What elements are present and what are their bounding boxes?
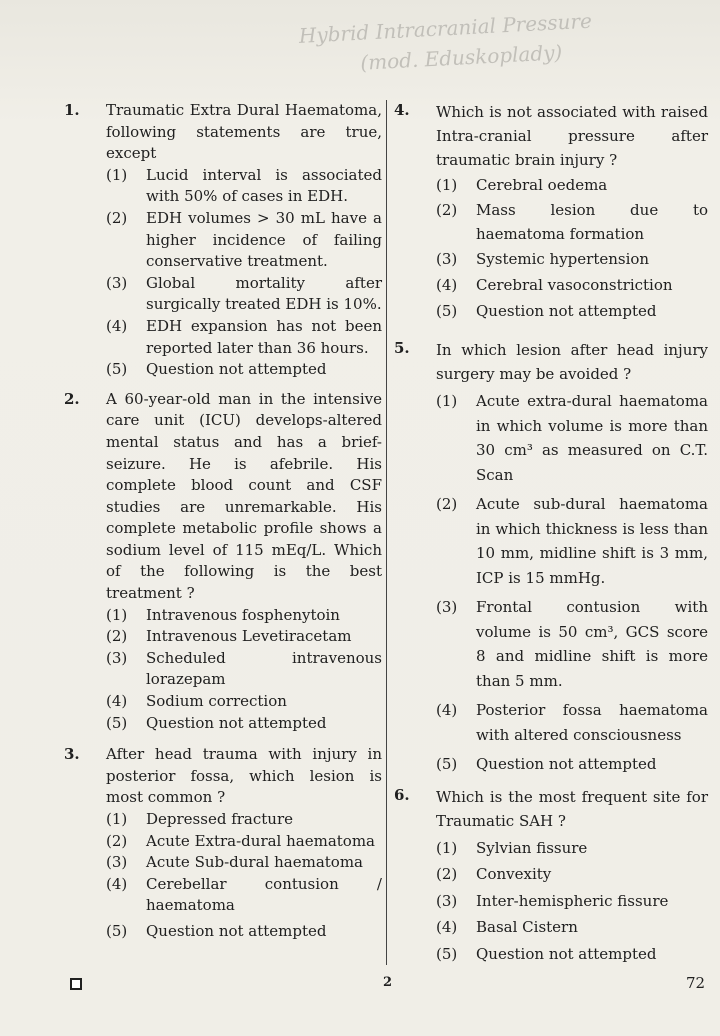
- option-text: Intravenous fosphenytoin: [146, 605, 340, 624]
- option-text: Question not attempted: [476, 302, 657, 320]
- option-2: [106, 831, 382, 853]
- option-4: [106, 874, 382, 917]
- option-number: (5): [436, 944, 458, 963]
- left-column: [64, 100, 382, 943]
- option-5: [106, 921, 382, 943]
- question-number: 5.: [394, 339, 410, 357]
- option-number: (4): [436, 918, 458, 936]
- option-1: [436, 389, 708, 487]
- option-1: [106, 605, 382, 627]
- question-1: [64, 100, 382, 381]
- option-2: [436, 861, 708, 888]
- option-3: [106, 852, 382, 874]
- option-text: Cerebellar contusion / haematoma: [146, 874, 382, 915]
- option-text: Acute Sub-dural haematoma: [146, 853, 363, 872]
- option-text: Intravenous Levetiracetam: [146, 627, 352, 646]
- option-number: (1): [436, 392, 458, 410]
- option-number: (1): [436, 176, 458, 194]
- option-text: Question not attempted: [146, 921, 327, 940]
- option-number: (1): [436, 838, 458, 857]
- handwritten-line: Hybrid Intracranial Pressure: [298, 8, 593, 48]
- option-number: (3): [106, 648, 128, 667]
- option-text: Acute sub-dural haematoma in which thickness is less than 10 mm, midline shift is 3 mm, ICP is 15 mmHg.: [476, 495, 708, 587]
- option-3: [436, 246, 708, 272]
- question-text: A 60-year-old man in the intensive care unit (ICU) develops-altered mental status and has a brief-seizure. He is afebrile. His complete blood count and CSF studies are unremarkable. His complete metabolic profile shows a sodium level of 115 mEq/L. Which of the following is the best treatment ?: [106, 389, 382, 603]
- option-number: (5): [436, 755, 458, 773]
- question-number: 1.: [64, 101, 80, 119]
- option-3: [436, 888, 708, 915]
- question-number: 2.: [64, 389, 80, 408]
- option-text: Systemic hypertension: [476, 250, 650, 268]
- option-text: Lucid interval is associated with 50% of cases in EDH.: [146, 165, 382, 206]
- option-text: Scheduled intravenous lorazepam: [146, 648, 382, 689]
- option-number: (4): [106, 692, 128, 711]
- option-number: (5): [436, 302, 458, 320]
- option-number: (3): [106, 853, 128, 872]
- question-4: [394, 100, 708, 324]
- option-text: Basal Cistern: [476, 918, 578, 936]
- question-number: 3.: [64, 745, 80, 764]
- option-text: Inter-hemispheric fissure: [476, 891, 669, 910]
- option-number: (2): [106, 208, 128, 227]
- option-4: [436, 698, 708, 747]
- option-number: (1): [106, 605, 128, 624]
- option-text: Depressed fracture: [146, 810, 293, 828]
- booklet-code: 72: [686, 974, 706, 992]
- option-number: (2): [436, 495, 458, 513]
- option-2: [106, 208, 382, 273]
- question-number: 4.: [394, 101, 410, 119]
- option-2: [106, 626, 382, 648]
- option-text: Cerebral vasoconstriction: [476, 276, 673, 294]
- option-text: EDH volumes > 30 mL have a higher incidence of failing conservative treatment.: [146, 208, 382, 271]
- column-divider: [386, 100, 387, 965]
- question-text: After head trauma with injury in posterior fossa, which lesion is most common ?: [106, 745, 382, 807]
- question-5: [394, 338, 708, 777]
- option-text: Posterior fossa haematoma with altered consciousness: [476, 701, 708, 744]
- option-number: (5): [106, 921, 128, 940]
- handwritten-note: [238, 0, 702, 104]
- option-number: (2): [106, 627, 128, 646]
- option-text: Frontal contusion with volume is 50 cm³, GCS score 8 and midline shift is more than 5 mm.: [476, 598, 708, 690]
- option-number: (3): [106, 273, 128, 292]
- option-number: (4): [106, 874, 128, 893]
- option-number: (4): [436, 701, 458, 719]
- question-text: Traumatic Extra Dural Haematoma, following statements are true, except: [106, 101, 382, 163]
- option-text: Sylvian fissure: [476, 838, 588, 857]
- option-4: [436, 272, 708, 298]
- option-5: [436, 941, 708, 968]
- option-number: (5): [106, 360, 128, 379]
- option-5: [436, 752, 708, 777]
- option-number: (4): [436, 276, 458, 294]
- option-text: Question not attempted: [476, 944, 657, 963]
- option-3: [106, 273, 382, 316]
- option-2: [436, 492, 708, 590]
- option-number: (3): [436, 598, 458, 616]
- handwritten-line: (mod. Eduskoplady): [359, 40, 563, 75]
- option-text: EDH expansion has not been reported later than 36 hours.: [146, 316, 382, 357]
- question-text: Which is the most frequent site for Traumatic SAH ?: [436, 787, 708, 830]
- option-1: [436, 172, 708, 198]
- option-text: Cerebral oedema: [476, 176, 608, 194]
- question-number: 6.: [394, 785, 410, 804]
- option-text: Convexity: [476, 865, 552, 883]
- question-3: [64, 744, 382, 942]
- option-text: Acute extra-dural haematoma in which volume is more than 30 cm³ as measured on C.T. Scan: [476, 392, 708, 484]
- option-number: (2): [436, 201, 458, 219]
- option-1: [436, 835, 708, 862]
- option-5: [106, 359, 382, 381]
- right-column: [394, 100, 708, 967]
- question-text: Which is not associated with raised Intra-cranial pressure after traumatic brain injury ?: [436, 103, 708, 169]
- question-6: [394, 785, 708, 968]
- option-5: [436, 298, 708, 324]
- option-1: [106, 165, 382, 208]
- question-2: [64, 389, 382, 735]
- option-4: [106, 691, 382, 713]
- option-text: Sodium correction: [146, 692, 287, 711]
- option-text: Acute Extra-dural haematoma: [146, 831, 375, 850]
- option-number: (3): [436, 250, 458, 268]
- option-number: (2): [106, 831, 128, 850]
- option-text: Question not attempted: [476, 755, 657, 773]
- option-text: Mass lesion due to haematoma formation: [476, 201, 708, 243]
- option-number: (5): [106, 713, 128, 732]
- option-number: (2): [436, 865, 458, 883]
- option-text: Question not attempted: [146, 360, 327, 379]
- question-text: In which lesion after head injury surgery may be avoided ?: [436, 341, 708, 383]
- option-1: [106, 809, 382, 831]
- corner-marker-square: [70, 978, 82, 990]
- page-number: 2: [383, 975, 393, 990]
- option-text: Question not attempted: [146, 713, 327, 732]
- option-number: (1): [106, 165, 128, 184]
- option-3: [106, 648, 382, 691]
- option-number: (1): [106, 810, 128, 828]
- option-3: [436, 595, 708, 693]
- option-text: Global mortality after surgically treated EDH is 10%.: [146, 273, 382, 314]
- option-number: (3): [436, 891, 458, 910]
- option-number: (4): [106, 316, 128, 335]
- option-4: [106, 316, 382, 359]
- option-4: [436, 914, 708, 941]
- option-5: [106, 713, 382, 735]
- option-2: [436, 198, 708, 246]
